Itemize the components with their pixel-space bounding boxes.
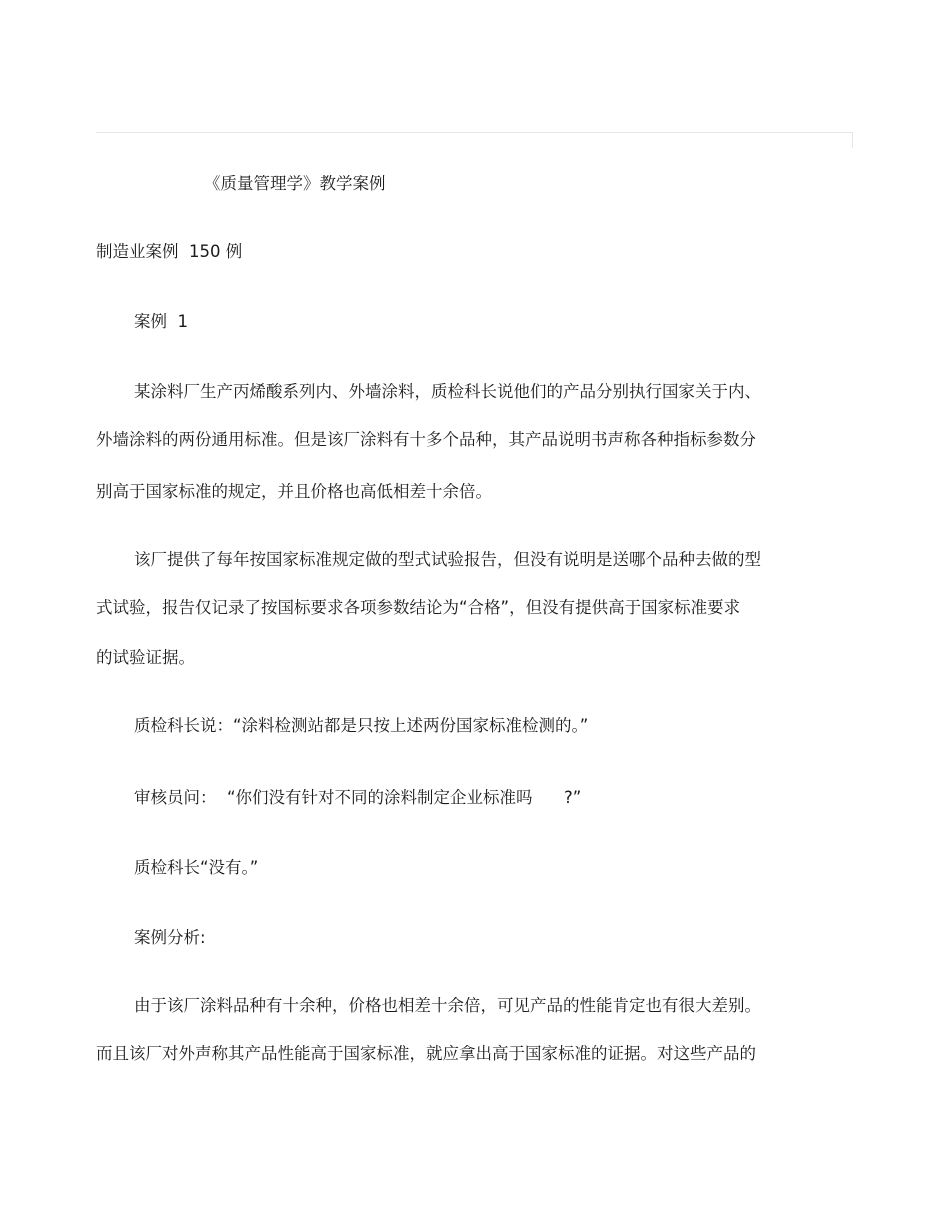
case-heading: 案例 1 xyxy=(134,312,188,331)
analysis-line-1: 由于该厂涂料品种有十余种，价格也相差十余倍，可见产品的性能肯定也有很大差别。 xyxy=(134,996,761,1015)
paragraph2-line-3: 的试验证据。 xyxy=(96,648,195,667)
header-rule-tick xyxy=(852,132,853,148)
dialogue-line-1: 质检科长说：“涂料检测站都是只按上述两份国家标准检测的。” xyxy=(134,716,589,735)
paragraph2-line-1: 该厂提供了每年按国家标准规定做的型式试验报告，但没有说明是送哪个品种去做的型 xyxy=(134,550,761,569)
paragraph1-line-2: 外墙涂料的两份通用标准。但是该厂涂料有十多个品种，其产品说明书声称各种指标参数分 xyxy=(96,430,756,449)
document-title: 《质量管理学》教学案例 xyxy=(204,174,386,193)
paragraph1-line-3: 别高于国家标准的规定，并且价格也高低相差十余倍。 xyxy=(96,482,492,501)
header-rule xyxy=(96,132,852,133)
paragraph2-line-2: 式试验，报告仅记录了按国标要求各项参数结论为“合格”，但没有提供高于国家标准要求 xyxy=(96,598,741,617)
paragraph1-line-1: 某涂料厂生产丙烯酸系列内、外墙涂料，质检科长说他们的产品分别执行国家关于内、 xyxy=(134,382,761,401)
document-subtitle: 制造业案例 150 例 xyxy=(96,242,243,261)
dialogue-line-3: 质检科长“没有。” xyxy=(134,858,259,877)
analysis-heading: 案例分析: xyxy=(134,928,206,947)
analysis-line-2: 而且该厂对外声称其产品性能高于国家标准，就应拿出高于国家标准的证据。对这些产品的 xyxy=(96,1044,756,1063)
dialogue-line-2: 审核员问： “你们没有针对不同的涂料制定企业标准吗 ?” xyxy=(134,788,582,807)
